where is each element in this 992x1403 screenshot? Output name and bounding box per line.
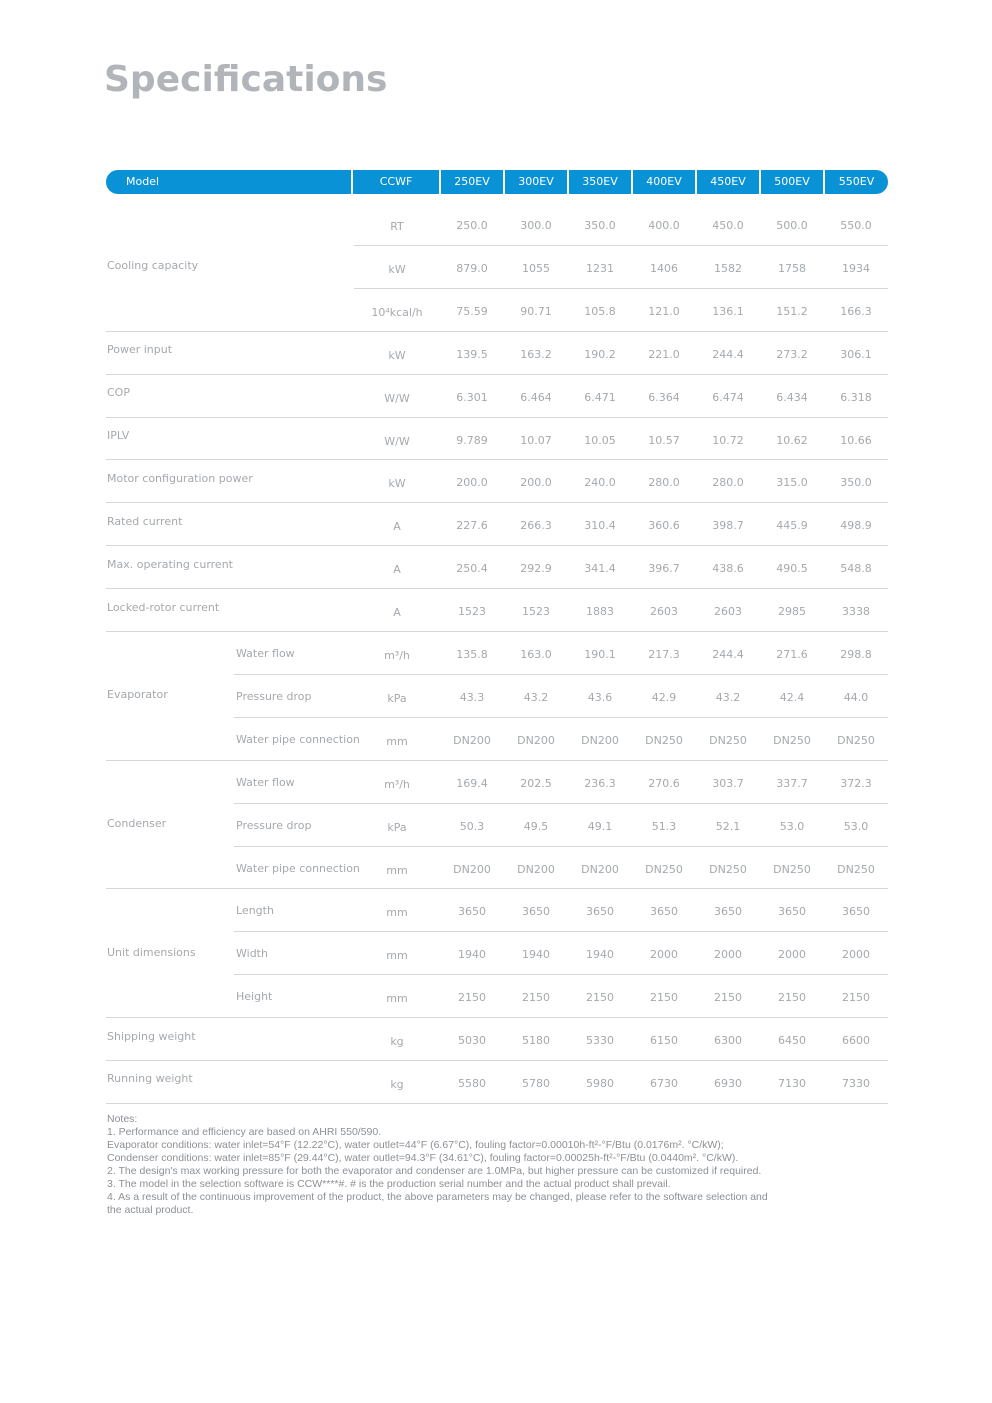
value-cell: 240.0 <box>584 476 616 490</box>
value-cell: 250.4 <box>456 562 488 576</box>
row-divider <box>106 417 888 418</box>
table-row <box>106 675 888 718</box>
group-label: Condenser <box>107 817 167 831</box>
row-divider <box>106 502 888 503</box>
value-cell: 5180 <box>522 1034 550 1048</box>
unit-cell: mm <box>386 906 408 920</box>
value-cell: DN200 <box>453 733 491 747</box>
value-cell: 10.66 <box>840 433 872 447</box>
value-cell: 190.1 <box>584 648 616 661</box>
value-cell: DN250 <box>645 733 683 747</box>
unit-cell: kW <box>388 348 406 362</box>
model-column-header: 500EV <box>761 170 823 194</box>
value-cell: 1940 <box>586 948 614 962</box>
model-column-header: 450EV <box>697 170 759 194</box>
value-cell: 217.3 <box>648 648 680 661</box>
value-cell: DN250 <box>645 862 683 876</box>
unit-cell: kPa <box>387 691 407 705</box>
row-divider <box>106 1060 888 1061</box>
value-cell: 270.6 <box>648 776 680 790</box>
value-cell: 1231 <box>586 261 614 275</box>
sub-label: Water flow <box>236 775 295 789</box>
table-row <box>106 332 888 375</box>
value-cell: 75.59 <box>456 304 488 318</box>
value-cell: DN250 <box>773 862 811 876</box>
row-divider <box>106 374 888 375</box>
value-cell: 438.6 <box>712 562 744 576</box>
group-label: Power input <box>107 343 173 357</box>
unit-cell: kPa <box>387 820 407 834</box>
value-cell: 1406 <box>650 261 678 275</box>
value-cell: 360.6 <box>648 519 680 533</box>
value-cell: 490.5 <box>776 562 808 576</box>
model-column-header: 350EV <box>569 170 631 194</box>
value-cell: 5780 <box>522 1077 550 1090</box>
notes-heading: Notes: <box>107 1113 138 1125</box>
group-label: IPLV <box>107 428 130 442</box>
value-cell: DN200 <box>517 733 555 747</box>
unit-cell: W/W <box>384 434 410 448</box>
value-cell: 50.3 <box>459 819 485 833</box>
table-row <box>106 632 888 675</box>
value-cell: 2150 <box>842 991 870 1005</box>
row-divider <box>106 1103 888 1104</box>
value-cell: 244.4 <box>712 648 744 661</box>
model-column-header: 250EV <box>441 170 503 194</box>
series-header-label: CCWF <box>353 170 439 194</box>
value-cell: 350.0 <box>584 219 616 232</box>
value-cell: 1934 <box>842 261 870 275</box>
value-cell: 43.2 <box>715 690 741 704</box>
value-cell: 52.1 <box>715 819 741 833</box>
value-cell: 500.0 <box>776 219 808 232</box>
unit-cell: 10⁴kcal/h <box>371 305 423 319</box>
value-cell: 2000 <box>842 948 870 962</box>
value-cell: DN250 <box>837 733 875 747</box>
note-line: 1. Performance and efficiency are based on AHRI 550/590. <box>107 1126 382 1138</box>
value-cell: 306.1 <box>840 347 872 361</box>
value-cell: 450.0 <box>712 219 744 232</box>
value-cell: 271.6 <box>776 648 808 661</box>
value-cell: DN250 <box>709 733 747 747</box>
value-cell: 548.8 <box>840 562 872 576</box>
sub-label: Water flow <box>236 647 295 660</box>
model-column-header: 550EV <box>825 170 888 194</box>
notes-section <box>107 1113 887 1217</box>
value-cell: 163.0 <box>520 648 552 661</box>
value-cell: 5580 <box>458 1077 486 1090</box>
value-cell: 44.0 <box>843 690 869 704</box>
value-cell: 2150 <box>522 991 550 1005</box>
value-cell: 90.71 <box>520 304 552 318</box>
value-cell: DN200 <box>581 733 619 747</box>
value-cell: 136.1 <box>712 304 744 318</box>
note-line: 4. As a result of the continuous improvement of the product, the above parameters may be changed, please refer to the software selection and <box>107 1191 768 1203</box>
value-cell: 51.3 <box>651 819 677 833</box>
value-cell: 10.62 <box>776 433 808 447</box>
spec-table-header <box>106 170 888 194</box>
value-cell: 3338 <box>842 605 870 619</box>
table-row <box>106 203 888 246</box>
row-divider <box>106 1017 888 1018</box>
value-cell: 6730 <box>650 1077 678 1090</box>
value-cell: 9.789 <box>456 433 488 447</box>
value-cell: 202.5 <box>520 776 552 790</box>
value-cell: 372.3 <box>840 776 872 790</box>
row-divider <box>106 888 888 889</box>
value-cell: 2603 <box>714 605 742 619</box>
unit-cell: mm <box>386 992 408 1006</box>
value-cell: 2985 <box>778 605 806 619</box>
value-cell: 1883 <box>586 605 614 619</box>
value-cell: 43.2 <box>523 690 549 704</box>
value-cell: 190.2 <box>584 347 616 361</box>
row-divider <box>234 717 888 718</box>
unit-cell: RT <box>390 220 404 233</box>
value-cell: 6930 <box>714 1077 742 1090</box>
value-cell: 3650 <box>778 905 806 919</box>
table-row <box>106 503 888 546</box>
value-cell: 2000 <box>714 948 742 962</box>
value-cell: 3650 <box>842 905 870 919</box>
value-cell: 5330 <box>586 1034 614 1048</box>
table-row <box>106 761 888 804</box>
value-cell: 498.9 <box>840 519 872 533</box>
value-cell: 221.0 <box>648 347 680 361</box>
value-cell: 244.4 <box>712 347 744 361</box>
value-cell: 10.57 <box>648 433 680 447</box>
value-cell: DN250 <box>773 733 811 747</box>
value-cell: 1940 <box>522 948 550 962</box>
value-cell: 227.6 <box>456 519 488 533</box>
value-cell: 53.0 <box>843 819 869 833</box>
unit-cell: kW <box>388 262 406 276</box>
sub-label: Height <box>236 990 273 1004</box>
note-line: 2. The design's max working pressure for both the evaporator and condenser are 1.0MPa, but higher pressure can be customized if required. <box>107 1165 762 1177</box>
unit-cell: mm <box>386 863 408 877</box>
value-cell: 6150 <box>650 1034 678 1048</box>
value-cell: 2150 <box>778 991 806 1005</box>
value-cell: 10.05 <box>584 433 616 447</box>
page-title: Specifications <box>104 59 388 100</box>
value-cell: 6.301 <box>456 390 488 404</box>
value-cell: 280.0 <box>648 476 680 490</box>
model-header-label: Model <box>106 170 351 194</box>
value-cell: 292.9 <box>520 562 552 576</box>
table-row <box>106 975 888 1018</box>
unit-cell: W/W <box>384 391 410 405</box>
value-cell: 5980 <box>586 1077 614 1090</box>
table-row <box>106 418 888 461</box>
value-cell: 236.3 <box>584 776 616 790</box>
value-cell: 400.0 <box>648 219 680 232</box>
value-cell: 200.0 <box>456 476 488 490</box>
table-row <box>106 1061 888 1104</box>
value-cell: 105.8 <box>584 304 616 318</box>
row-divider <box>354 245 888 246</box>
table-row <box>106 718 888 761</box>
table-row <box>106 889 888 932</box>
value-cell: 2150 <box>714 991 742 1005</box>
value-cell: 6600 <box>842 1034 870 1048</box>
value-cell: 3650 <box>714 905 742 919</box>
value-cell: 879.0 <box>456 261 488 275</box>
value-cell: 121.0 <box>648 304 680 318</box>
value-cell: 10.07 <box>520 433 552 447</box>
value-cell: 315.0 <box>776 476 808 490</box>
value-cell: 3650 <box>650 905 678 919</box>
sub-label: Water pipe connection <box>236 861 360 875</box>
value-cell: 2150 <box>650 991 678 1005</box>
value-cell: 7130 <box>778 1077 806 1090</box>
group-label: Max. operating current <box>107 557 233 571</box>
sub-label: Width <box>236 947 268 961</box>
note-line: the actual product. <box>107 1204 194 1216</box>
value-cell: DN250 <box>709 862 747 876</box>
note-line: 3. The model in the selection software is CCW****#. # is the production serial number and the actual product shall prevail. <box>107 1178 671 1190</box>
table-row <box>106 932 888 975</box>
value-cell: 445.9 <box>776 519 808 533</box>
value-cell: DN200 <box>581 862 619 876</box>
value-cell: 398.7 <box>712 519 744 533</box>
table-row <box>106 847 888 890</box>
unit-cell: A <box>393 563 401 577</box>
value-cell: 5030 <box>458 1034 486 1048</box>
value-cell: 3650 <box>522 905 550 919</box>
row-divider <box>234 803 888 804</box>
sub-label: Pressure drop <box>236 818 312 832</box>
value-cell: 1523 <box>458 605 486 619</box>
value-cell: 2150 <box>458 991 486 1005</box>
group-label: Locked-rotor current <box>107 600 220 614</box>
value-cell: 6.471 <box>584 390 616 404</box>
row-divider <box>234 674 888 675</box>
value-cell: 151.2 <box>776 304 808 318</box>
model-column-header: 400EV <box>633 170 695 194</box>
value-cell: DN200 <box>453 862 491 876</box>
value-cell: 3650 <box>586 905 614 919</box>
value-cell: 337.7 <box>776 776 808 790</box>
row-divider <box>234 931 888 932</box>
group-label: Evaporator <box>107 688 168 702</box>
group-label: Rated current <box>107 514 183 528</box>
value-cell: 341.4 <box>584 562 616 576</box>
note-line: Condenser conditions: water inlet=85°F (29.44°C), water outlet=94.3°F (34.61°C), fouling factor=0.00025h-ft²-°F/Btu (0.0440m². °C/kW). <box>107 1152 739 1164</box>
value-cell: 53.0 <box>779 819 805 833</box>
value-cell: 6.364 <box>648 390 680 404</box>
unit-cell: kg <box>390 1078 404 1091</box>
value-cell: DN250 <box>837 862 875 876</box>
model-column-header: 300EV <box>505 170 567 194</box>
sub-label: Pressure drop <box>236 689 312 703</box>
row-divider <box>106 588 888 589</box>
unit-cell: m³/h <box>384 777 410 791</box>
table-row <box>106 589 888 632</box>
row-divider <box>234 974 888 975</box>
value-cell: 166.3 <box>840 304 872 318</box>
value-cell: 3650 <box>458 905 486 919</box>
value-cell: 10.72 <box>712 433 744 447</box>
value-cell: 550.0 <box>840 219 872 232</box>
value-cell: 6300 <box>714 1034 742 1048</box>
value-cell: 42.9 <box>651 690 677 704</box>
sub-label: Water pipe connection <box>236 732 360 746</box>
group-label: Shipping weight <box>107 1029 196 1043</box>
value-cell: 43.6 <box>587 690 613 704</box>
value-cell: 6450 <box>778 1034 806 1048</box>
value-cell: 396.7 <box>648 562 680 576</box>
note-line: Evaporator conditions: water inlet=54°F (12.22°C), water outlet=44°F (6.67°C), fouling factor=0.00010h-ft²-°F/Btu (0.0176m². °C/kW); <box>107 1139 724 1151</box>
value-cell: 266.3 <box>520 519 552 533</box>
value-cell: 6.434 <box>776 390 808 404</box>
unit-cell: A <box>393 520 401 534</box>
sub-label: Length <box>236 904 274 918</box>
unit-cell: mm <box>386 734 408 748</box>
value-cell: 1582 <box>714 261 742 275</box>
value-cell: 6.464 <box>520 390 552 404</box>
table-row <box>106 246 888 289</box>
value-cell: 298.8 <box>840 648 872 661</box>
table-row <box>106 804 888 847</box>
value-cell: 2000 <box>650 948 678 962</box>
table-row <box>106 1018 888 1061</box>
value-cell: 300.0 <box>520 219 552 232</box>
row-divider <box>106 545 888 546</box>
row-divider <box>354 288 888 289</box>
unit-cell: A <box>393 606 401 620</box>
value-cell: 49.1 <box>587 819 613 833</box>
value-cell: 6.318 <box>840 390 872 404</box>
row-divider <box>106 631 888 632</box>
value-cell: 273.2 <box>776 347 808 361</box>
group-label: Running weight <box>107 1072 193 1086</box>
value-cell: 1940 <box>458 948 486 962</box>
value-cell: 169.4 <box>456 776 488 790</box>
unit-cell: m³/h <box>384 649 410 662</box>
value-cell: 200.0 <box>520 476 552 490</box>
value-cell: 280.0 <box>712 476 744 490</box>
value-cell: 2000 <box>778 948 806 962</box>
group-label: Motor configuration power <box>107 471 253 485</box>
value-cell: 42.4 <box>779 690 805 704</box>
value-cell: 1523 <box>522 605 550 619</box>
value-cell: 310.4 <box>584 519 616 533</box>
value-cell: 350.0 <box>840 476 872 490</box>
value-cell: 7330 <box>842 1077 870 1090</box>
row-divider <box>106 459 888 460</box>
row-divider <box>234 846 888 847</box>
value-cell: 303.7 <box>712 776 744 790</box>
value-cell: DN200 <box>517 862 555 876</box>
value-cell: 135.8 <box>456 648 488 661</box>
value-cell: 1055 <box>522 261 550 275</box>
table-row <box>106 289 888 332</box>
row-divider <box>106 760 888 761</box>
group-label: COP <box>107 386 130 400</box>
value-cell: 43.3 <box>459 690 485 704</box>
value-cell: 139.5 <box>456 347 488 361</box>
value-cell: 2603 <box>650 605 678 619</box>
value-cell: 49.5 <box>523 819 549 833</box>
value-cell: 1758 <box>778 261 806 275</box>
value-cell: 250.0 <box>456 219 488 232</box>
value-cell: 163.2 <box>520 347 552 361</box>
unit-cell: mm <box>386 949 408 963</box>
group-label: Cooling capacity <box>107 259 199 273</box>
unit-cell: kW <box>388 477 406 491</box>
unit-cell: kg <box>390 1035 404 1049</box>
value-cell: 2150 <box>586 991 614 1005</box>
row-divider <box>106 331 888 332</box>
group-label: Unit dimensions <box>107 945 196 959</box>
value-cell: 6.474 <box>712 390 744 404</box>
table-row <box>106 375 888 418</box>
